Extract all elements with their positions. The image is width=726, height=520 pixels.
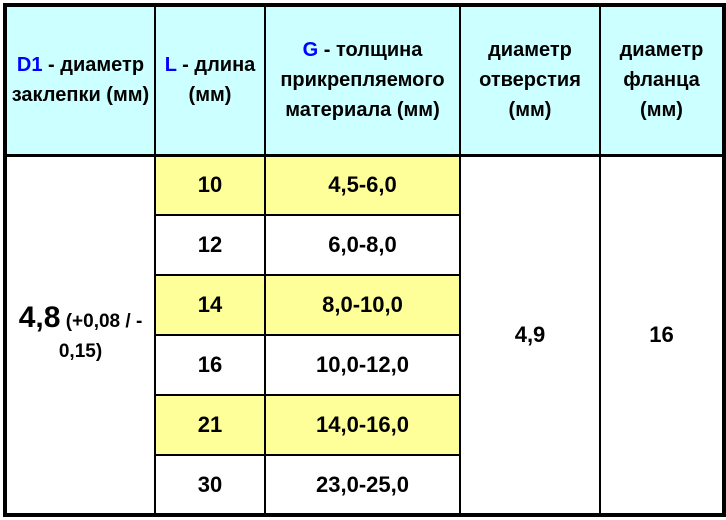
length-cell: 16 bbox=[155, 335, 265, 395]
d1-header-label: - диаметр заклепки (мм) bbox=[11, 54, 150, 107]
grip-cell: 6,0-8,0 bbox=[265, 215, 460, 275]
length-cell: 12 bbox=[155, 215, 265, 275]
grip-cell: 8,0-10,0 bbox=[265, 275, 460, 335]
table-row bbox=[5, 155, 724, 215]
header-d1-diameter bbox=[5, 5, 155, 155]
header-length bbox=[155, 5, 265, 155]
grip-cell: 10,0-12,0 bbox=[265, 335, 460, 395]
rivet-spec-table bbox=[3, 3, 726, 517]
header-hole-diameter bbox=[460, 5, 600, 155]
grip-cell: 4,5-6,0 bbox=[265, 155, 460, 215]
length-cell: 10 bbox=[155, 155, 265, 215]
l-header-label: - длина (мм) bbox=[176, 54, 256, 107]
hole-diameter-cell: 4,9 bbox=[460, 155, 600, 515]
d1-value: 4,8 bbox=[18, 300, 61, 334]
d1-tolerance-part2: 0,15) bbox=[58, 340, 103, 362]
length-cell: 14 bbox=[155, 275, 265, 335]
grip-cell: 23,0-25,0 bbox=[265, 455, 460, 515]
d1-line1 bbox=[18, 300, 143, 334]
d1-symbol: D1 bbox=[16, 54, 43, 77]
l-symbol: L bbox=[164, 54, 177, 77]
header-row bbox=[5, 5, 724, 155]
d1-tolerance-part1: (+0,08 / - bbox=[65, 310, 143, 332]
g-header-label: - толщина прикрепляемого материала (мм) bbox=[280, 39, 445, 122]
length-cell: 30 bbox=[155, 455, 265, 515]
d1-value-cell bbox=[5, 155, 155, 515]
hole-header-label: диаметр отверстия (мм) bbox=[479, 39, 581, 122]
length-cell: 21 bbox=[155, 395, 265, 455]
flange-diameter-cell: 16 bbox=[600, 155, 724, 515]
flange-header-label: диаметр фланца (мм) bbox=[619, 39, 704, 122]
g-symbol: G bbox=[302, 39, 319, 62]
table-body bbox=[5, 155, 724, 515]
grip-cell: 14,0-16,0 bbox=[265, 395, 460, 455]
header-flange-diameter bbox=[600, 5, 724, 155]
header-grip-thickness bbox=[265, 5, 460, 155]
table-header bbox=[5, 5, 724, 155]
